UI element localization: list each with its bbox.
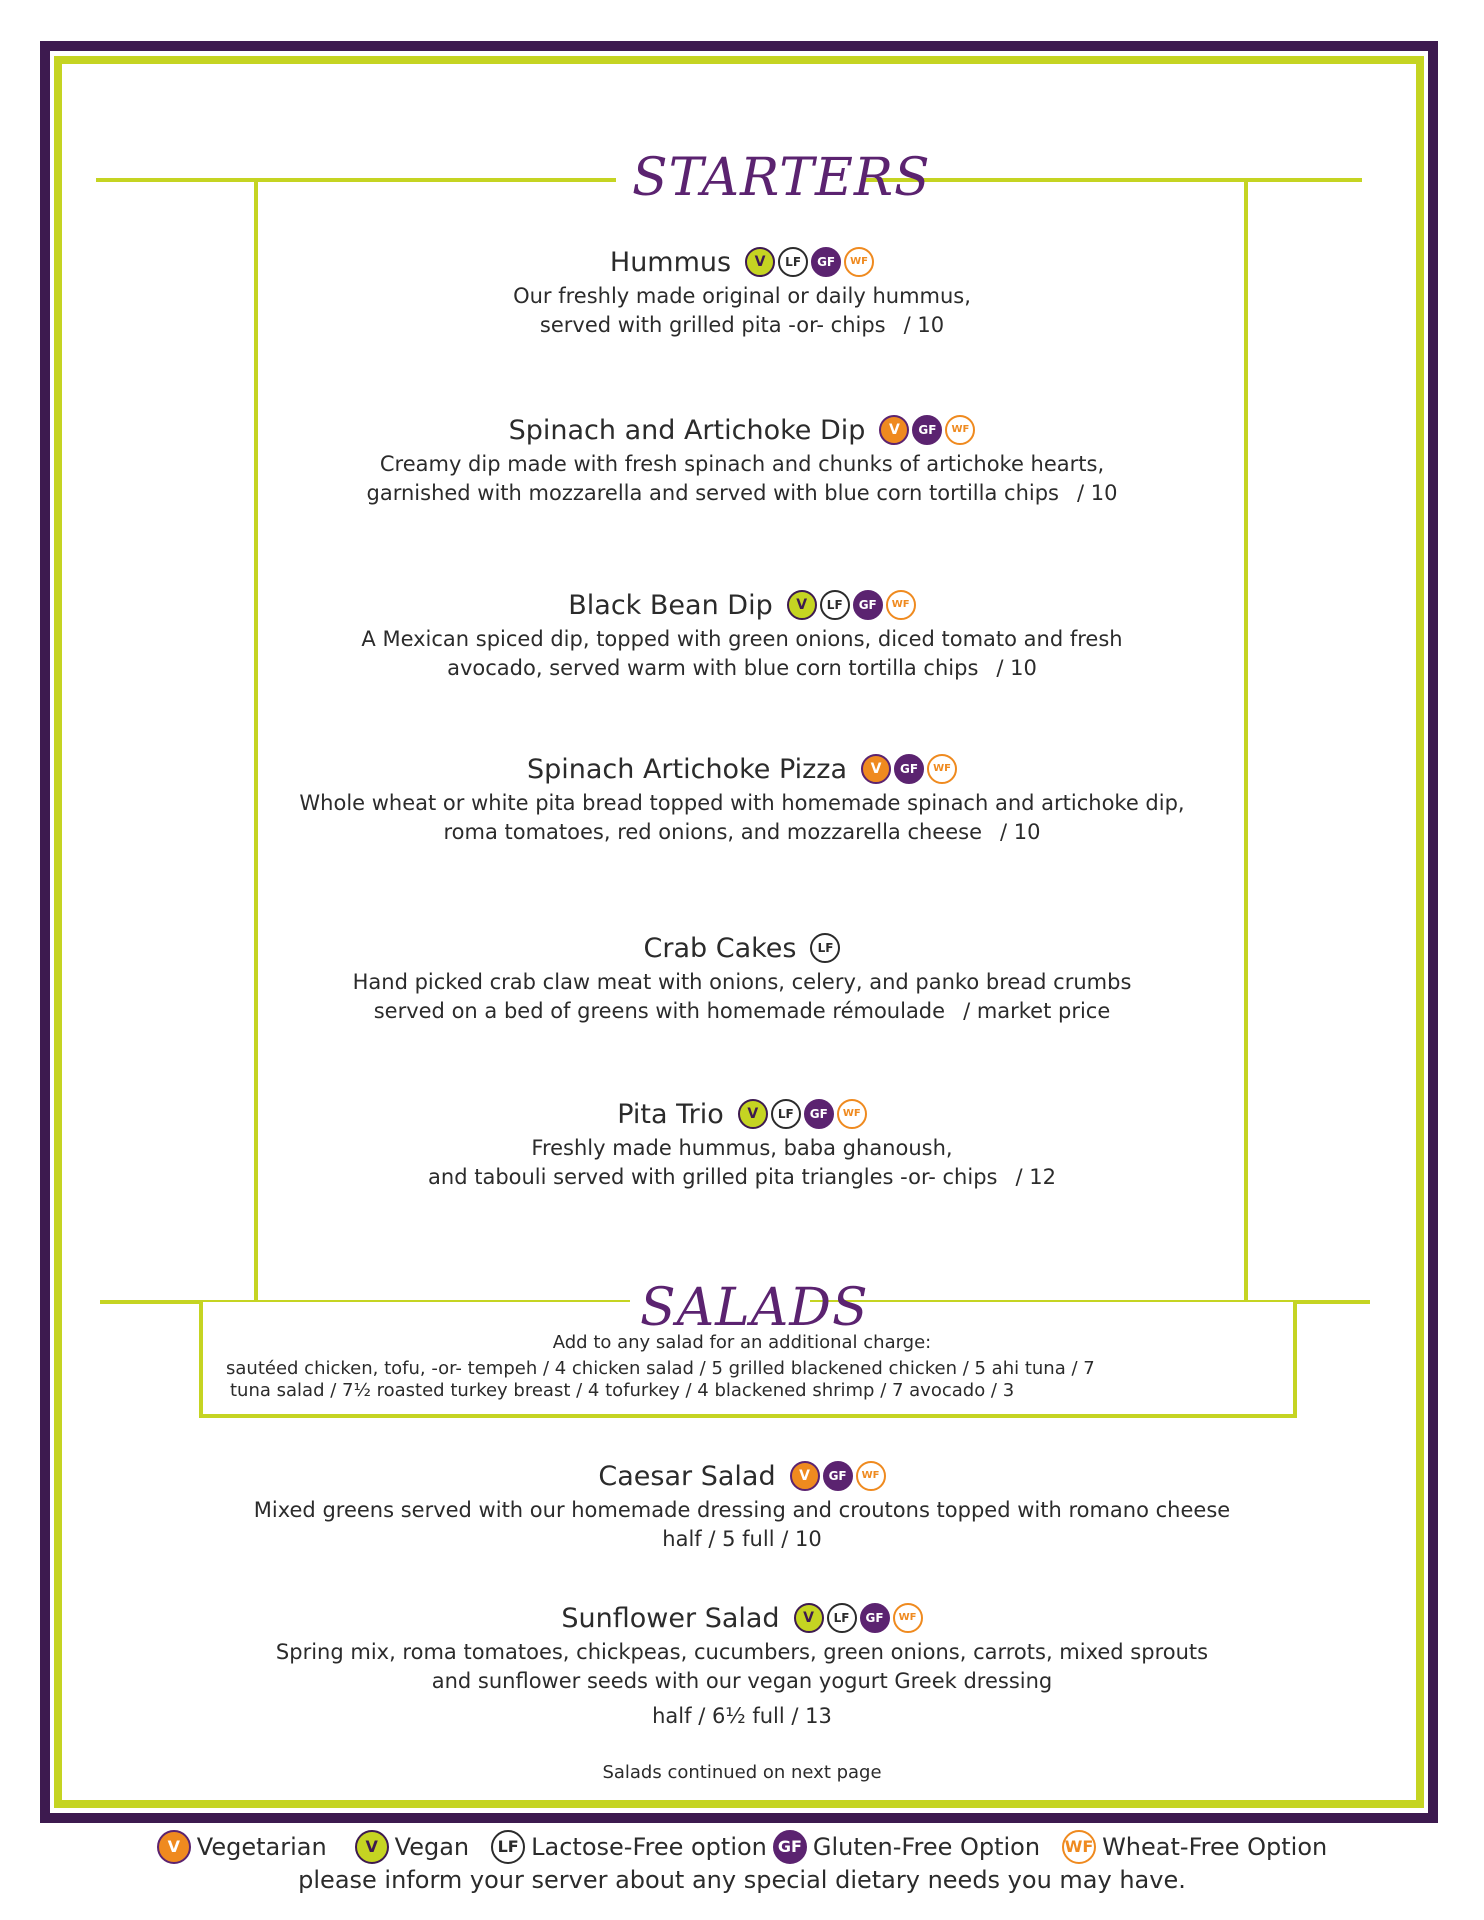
item-description: Creamy dip made with fresh spinach and chunks of artichoke hearts, [379, 452, 1105, 476]
vegan-icon: V [355, 1830, 389, 1864]
dietary-badges [810, 933, 840, 963]
vegan-icon: V [794, 1603, 824, 1633]
gluten-free-icon: GF [853, 590, 883, 620]
item-description: A Mexican spiced dip, topped with green onions, diced tomato and fresh [361, 627, 1123, 651]
item-name: Crab Cakes [643, 932, 797, 964]
salads-title: SALADS [640, 1278, 869, 1338]
item-description-2: served with grilled pita -or- chips [539, 313, 886, 337]
gluten-free-icon: GF [811, 247, 841, 277]
dietary-badges [794, 1603, 923, 1633]
wheat-free-icon: WF [844, 247, 874, 277]
item-name: Pita Trio [617, 1098, 724, 1130]
lactose-free-icon: LF [827, 1603, 857, 1633]
wheat-free-icon: WF [945, 415, 975, 445]
menu-item-black-bean-dip [0, 585, 1484, 683]
item-name: Sunflower Salad [561, 1602, 780, 1634]
item-price: / 10 [903, 313, 945, 337]
item-name: Caesar Salad [598, 1460, 776, 1492]
dietary-badges [861, 754, 957, 784]
wheat-free-icon: WF [837, 1099, 867, 1129]
vegetarian-icon: V [157, 1830, 191, 1864]
menu-item-pita-trio [0, 1094, 1484, 1192]
wheat-free-icon: WF [886, 590, 916, 620]
wheat-free-icon: WF [893, 1603, 923, 1633]
lactose-free-icon: LF [491, 1830, 525, 1864]
starters-title: STARTERS [632, 148, 931, 208]
item-description-2: and sunflower seeds with our vegan yogurt Greek dressing [431, 1669, 1053, 1693]
starters-rule-left [96, 178, 616, 182]
continued-note: Salads continued on next page [602, 1762, 882, 1783]
dietary-badges [738, 1099, 867, 1129]
menu-item-caesar-salad [0, 1456, 1484, 1554]
gluten-free-icon: GF [860, 1603, 890, 1633]
item-name: Hummus [609, 246, 732, 278]
item-price: half / 5 full / 10 [662, 1527, 822, 1551]
gluten-free-icon: GF [773, 1830, 807, 1864]
item-name: Black Bean Dip [568, 589, 773, 621]
item-price: / 10 [996, 656, 1037, 680]
vegetarian-icon: V [879, 415, 909, 445]
item-description: Freshly made hummus, baba ghanoush, [531, 1136, 953, 1160]
dietary-badges [790, 1461, 886, 1491]
item-description-2: avocado, served warm with blue corn tortilla chips [447, 656, 979, 680]
gluten-free-icon: GF [804, 1099, 834, 1129]
legend-gluten-free: Gluten-Free Option [812, 1833, 1041, 1861]
item-description: Whole wheat or white pita bread topped with homemade spinach and artichoke dip, [299, 791, 1185, 815]
gluten-free-icon: GF [912, 415, 942, 445]
vegan-icon: V [745, 247, 775, 277]
dietary-badges [787, 590, 916, 620]
dietary-badges [879, 415, 975, 445]
legend-vegan: Vegan [394, 1833, 470, 1861]
item-name: Spinach Artichoke Pizza [526, 753, 848, 785]
addon-list-2: tuna salad / 7½ roasted turkey breast / 4 tofurkey / 4 blackened shrimp / 7 avocado / 3 [230, 1380, 1015, 1401]
item-price: / 12 [1015, 1165, 1056, 1189]
gluten-free-icon: GF [894, 754, 924, 784]
item-description-2: served on a bed of greens with homemade rémoulade [373, 999, 946, 1023]
item-price: / 10 [1000, 820, 1041, 844]
item-description: Hand picked crab claw meat with onions, celery, and panko bread crumbs [352, 970, 1132, 994]
vegetarian-icon: V [861, 754, 891, 784]
item-description-2: roma tomatoes, red onions, and mozzarella cheese [443, 820, 983, 844]
legend-vegetarian: Vegetarian [196, 1833, 327, 1861]
lactose-free-icon: LF [810, 933, 840, 963]
vegan-icon: V [738, 1099, 768, 1129]
gluten-free-icon: GF [823, 1461, 853, 1491]
menu-item-spinach-artichoke-dip [0, 410, 1484, 508]
wheat-free-icon: WF [1062, 1830, 1096, 1864]
menu-item-spinach-artichoke-pizza [0, 749, 1484, 847]
dietary-note: please inform your server about any special dietary needs you may have. [298, 1866, 1186, 1894]
vegetarian-icon: V [790, 1461, 820, 1491]
lactose-free-icon: LF [778, 247, 808, 277]
addon-title: Add to any salad for an additional charge: [552, 1332, 932, 1353]
menu-item-crab-cakes [0, 928, 1484, 1026]
item-description-2: and tabouli served with grilled pita triangles -or- chips [428, 1165, 998, 1189]
item-price: / market price [963, 999, 1111, 1023]
lactose-free-icon: LF [820, 590, 850, 620]
item-description: Our freshly made original or daily hummus, [513, 284, 971, 308]
item-name: Spinach and Artichoke Dip [508, 414, 866, 446]
starters-rule-right [862, 178, 1362, 182]
item-description-2: garnished with mozzarella and served with blue corn tortilla chips [366, 481, 1059, 505]
item-price: half / 6½ full / 13 [652, 1704, 832, 1728]
vegan-icon: V [787, 590, 817, 620]
legend-lactose-free: Lactose-Free option [531, 1833, 767, 1861]
legend-wheat-free: Wheat-Free Option [1102, 1833, 1328, 1861]
dietary-legend [0, 1830, 1484, 1864]
wheat-free-icon: WF [927, 754, 957, 784]
item-description: Spring mix, roma tomatoes, chickpeas, cucumbers, green onions, carrots, mixed sprouts [275, 1640, 1209, 1664]
item-description: Mixed greens served with our homemade dressing and croutons topped with romano cheese [253, 1498, 1231, 1522]
menu-item-hummus [0, 242, 1484, 340]
item-price: / 10 [1076, 481, 1118, 505]
dietary-badges [745, 247, 874, 277]
lactose-free-icon: LF [771, 1099, 801, 1129]
menu-item-sunflower-salad [0, 1598, 1484, 1731]
addon-list-1: sautéed chicken, tofu, -or- tempeh / 4 chicken salad / 5 grilled blackened chicken / 5 ahi tuna / 7 [226, 1358, 1095, 1379]
wheat-free-icon: WF [856, 1461, 886, 1491]
